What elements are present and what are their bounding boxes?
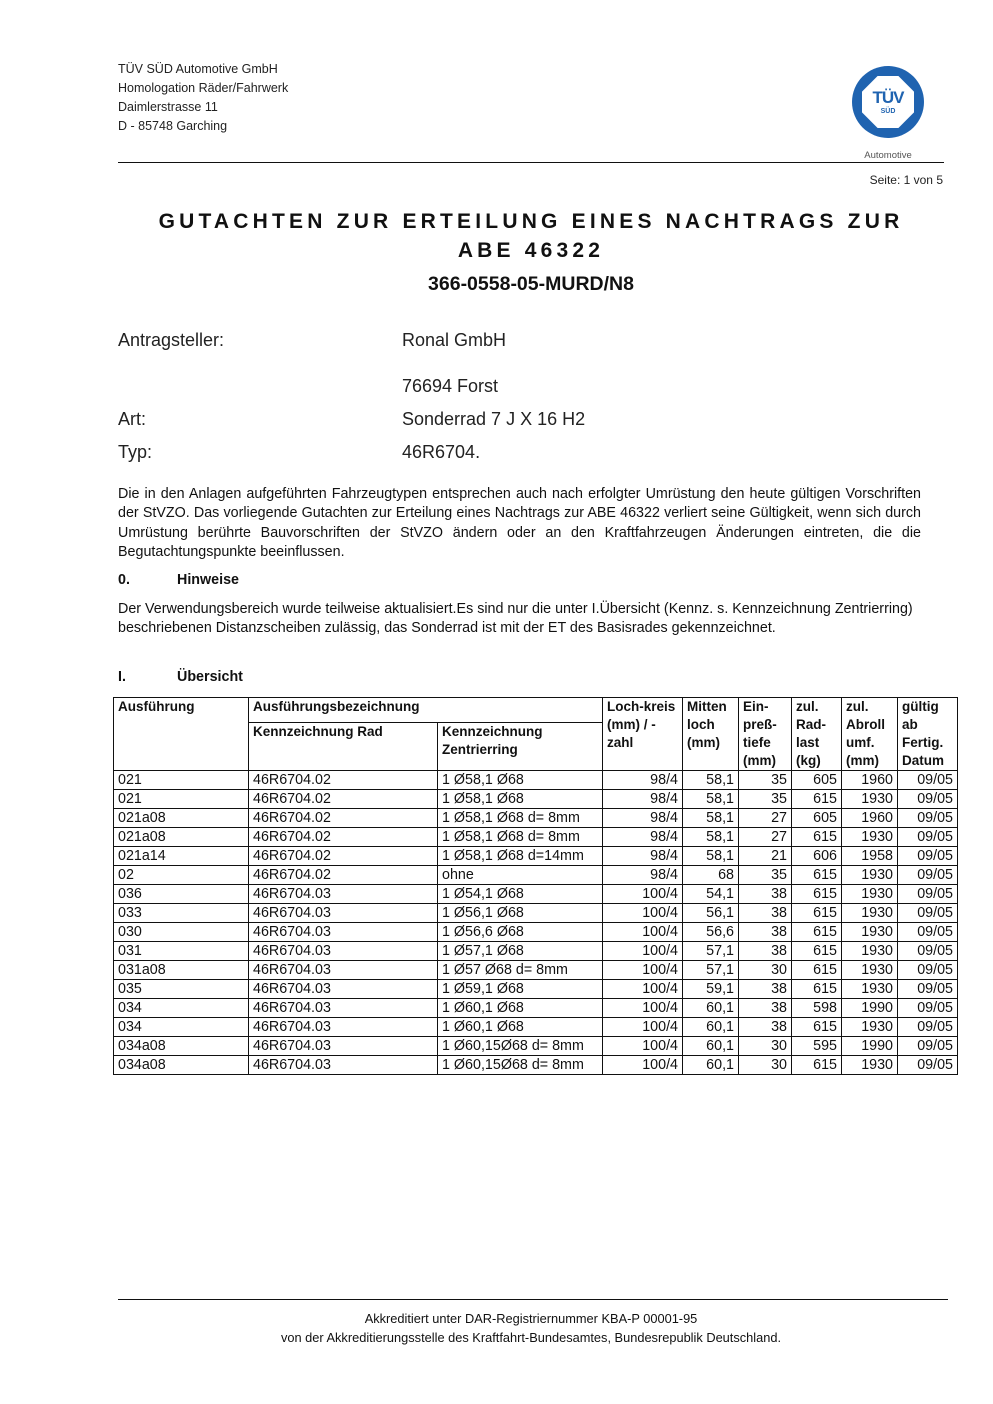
cell-radlast: 615 [792,1056,842,1075]
cell-gueltig-ab: 09/05 [898,904,958,923]
cell-ausfuehrung: 021a08 [114,809,249,828]
cell-kennzeichnung-zentrierring: 1 Ø60,15Ø68 d= 8mm [438,1056,603,1075]
cell-abrollumfang: 1930 [842,790,898,809]
cell-gueltig-ab: 09/05 [898,999,958,1018]
cell-kennzeichnung-zentrierring: 1 Ø58,1 Ø68 d=14mm [438,847,603,866]
cell-radlast: 615 [792,961,842,980]
cell-mittenloch: 58,1 [683,828,739,847]
cell-einpresstiefe: 38 [739,980,792,999]
col-kennzeichnung-zentrierring: Kennzeichnung Zentrierring [438,722,603,770]
section-1-title: Übersicht [177,669,243,685]
footer-divider [118,1299,948,1300]
footer [118,1309,944,1347]
cell-lochkreis: 98/4 [603,866,683,885]
cell-kennzeichnung-zentrierring: 1 Ø57 Ø68 d= 8mm [438,961,603,980]
cell-gueltig-ab: 09/05 [898,1037,958,1056]
cell-gueltig-ab: 09/05 [898,1056,958,1075]
section-0-title: Hinweise [177,572,239,588]
cell-lochkreis: 100/4 [603,904,683,923]
company-name: TÜV SÜD Automotive GmbH [118,62,278,76]
cell-radlast: 615 [792,980,842,999]
section-0-heading [118,572,239,588]
cell-mittenloch: 58,1 [683,771,739,790]
cell-kennzeichnung-rad: 46R6704.03 [249,885,438,904]
cell-abrollumfang: 1930 [842,904,898,923]
section-0-number: 0. [118,572,130,588]
cell-ausfuehrung: 021 [114,771,249,790]
letterhead-address [118,60,288,136]
cell-radlast: 615 [792,942,842,961]
cell-lochkreis: 100/4 [603,923,683,942]
cell-mittenloch: 57,1 [683,942,739,961]
cell-ausfuehrung: 034a08 [114,1037,249,1056]
cell-mittenloch: 68 [683,866,739,885]
cell-radlast: 615 [792,904,842,923]
col-bezeichnung: Ausführungsbezeichnung [249,698,603,723]
cell-lochkreis: 100/4 [603,980,683,999]
cell-gueltig-ab: 09/05 [898,828,958,847]
cell-kennzeichnung-rad: 46R6704.03 [249,942,438,961]
cell-ausfuehrung: 033 [114,904,249,923]
cell-abrollumfang: 1930 [842,923,898,942]
table-row [114,904,958,923]
cell-einpresstiefe: 38 [739,885,792,904]
cell-kennzeichnung-zentrierring: 1 Ø59,1 Ø68 [438,980,603,999]
cell-radlast: 615 [792,866,842,885]
cell-kennzeichnung-rad: 46R6704.02 [249,828,438,847]
cell-abrollumfang: 1930 [842,961,898,980]
cell-kennzeichnung-rad: 46R6704.03 [249,923,438,942]
typ-value: 46R6704. [402,442,481,462]
cell-mittenloch: 57,1 [683,961,739,980]
cell-einpresstiefe: 30 [739,961,792,980]
cell-radlast: 605 [792,771,842,790]
cell-einpresstiefe: 30 [739,1037,792,1056]
cell-einpresstiefe: 35 [739,771,792,790]
cell-radlast: 615 [792,790,842,809]
cell-einpresstiefe: 38 [739,923,792,942]
cell-lochkreis: 98/4 [603,809,683,828]
header-divider [118,162,944,163]
cell-kennzeichnung-zentrierring: 1 Ø57,1 Ø68 [438,942,603,961]
table-row [114,1018,958,1037]
section-0-text: Der Verwendungsbereich wurde teilweise aktualisiert.Es sind nur die unter I.Übersicht (Kennz. s. Kennzeichnung Zentrierring) beschriebenen Distanzscheiben zulässig, das Sonderrad ist mit der ET des Basisrades gekennzeichnet. [118,601,913,637]
logo-mark-text: TÜV [872,88,904,107]
document-title [118,207,944,265]
cell-gueltig-ab: 09/05 [898,923,958,942]
cell-abrollumfang: 1930 [842,885,898,904]
cell-kennzeichnung-rad: 46R6704.02 [249,866,438,885]
cell-mittenloch: 59,1 [683,980,739,999]
cell-einpresstiefe: 35 [739,866,792,885]
cell-ausfuehrung: 034 [114,999,249,1018]
cell-radlast: 606 [792,847,842,866]
cell-abrollumfang: 1930 [842,828,898,847]
title-line-1: GUTACHTEN ZUR ERTEILUNG EINES NACHTRAGS ZUR [158,210,904,233]
cell-lochkreis: 100/4 [603,1056,683,1075]
cell-abrollumfang: 1930 [842,942,898,961]
cell-kennzeichnung-zentrierring: ohne [438,866,603,885]
cell-gueltig-ab: 09/05 [898,885,958,904]
cell-kennzeichnung-zentrierring: 1 Ø60,15Ø68 d= 8mm [438,1037,603,1056]
cell-gueltig-ab: 09/05 [898,809,958,828]
table-row [114,771,958,790]
table-row [114,790,958,809]
page-indicator: Seite: 1 von 5 [869,173,943,187]
cell-einpresstiefe: 21 [739,847,792,866]
cell-kennzeichnung-rad: 46R6704.03 [249,904,438,923]
table-row [114,961,958,980]
cell-lochkreis: 100/4 [603,1037,683,1056]
cell-kennzeichnung-zentrierring: 1 Ø58,1 Ø68 [438,771,603,790]
cell-kennzeichnung-zentrierring: 1 Ø56,6 Ø68 [438,923,603,942]
cell-lochkreis: 98/4 [603,790,683,809]
document-number: 366-0558-05-MURD/N8 [428,273,634,295]
cell-kennzeichnung-rad: 46R6704.03 [249,1018,438,1037]
antragsteller-ort: 76694 Forst [402,376,499,396]
cell-radlast: 615 [792,828,842,847]
overview-table [113,697,958,1075]
cell-radlast: 615 [792,923,842,942]
cell-kennzeichnung-zentrierring: 1 Ø56,1 Ø68 [438,904,603,923]
col-mittenloch: Mitten loch (mm) [683,698,739,771]
title-line-2: ABE 46322 [457,239,605,262]
cell-mittenloch: 56,6 [683,923,739,942]
cell-abrollumfang: 1930 [842,1056,898,1075]
cell-mittenloch: 54,1 [683,885,739,904]
cell-gueltig-ab: 09/05 [898,980,958,999]
cell-ausfuehrung: 02 [114,866,249,885]
cell-lochkreis: 100/4 [603,999,683,1018]
department: Homologation Räder/Fahrwerk [118,81,289,95]
street: Daimlerstrasse 11 [118,100,218,114]
cell-kennzeichnung-rad: 46R6704.03 [249,999,438,1018]
col-ausfuehrung: Ausführung [114,698,249,771]
cell-abrollumfang: 1990 [842,999,898,1018]
cell-mittenloch: 58,1 [683,847,739,866]
section-1-number: I. [118,669,126,685]
city: D - 85748 Garching [118,119,228,133]
cell-lochkreis: 100/4 [603,885,683,904]
cell-ausfuehrung: 036 [114,885,249,904]
cell-einpresstiefe: 27 [739,809,792,828]
cell-radlast: 598 [792,999,842,1018]
cell-kennzeichnung-rad: 46R6704.02 [249,790,438,809]
table-row [114,999,958,1018]
cell-kennzeichnung-rad: 46R6704.02 [249,771,438,790]
cell-kennzeichnung-zentrierring: 1 Ø60,1 Ø68 [438,1018,603,1037]
cell-kennzeichnung-rad: 46R6704.03 [249,1037,438,1056]
cell-einpresstiefe: 38 [739,999,792,1018]
col-radlast: zul. Rad-last (kg) [792,698,842,771]
cell-einpresstiefe: 30 [739,1056,792,1075]
logo-sub-text: SÜD [880,108,896,115]
cell-gueltig-ab: 09/05 [898,790,958,809]
cell-lochkreis: 98/4 [603,771,683,790]
cell-einpresstiefe: 35 [739,790,792,809]
table-row [114,942,958,961]
cell-kennzeichnung-rad: 46R6704.02 [249,809,438,828]
cell-lochkreis: 98/4 [603,847,683,866]
cell-lochkreis: 100/4 [603,1018,683,1037]
footer-line-1: Akkreditiert unter DAR-Registriernummer KBA-P 00001-95 [364,1311,698,1326]
cell-kennzeichnung-zentrierring: 1 Ø58,1 Ø68 [438,790,603,809]
logo-caption: Automotive [864,150,912,161]
cell-radlast: 615 [792,1018,842,1037]
table-row [114,828,958,847]
table-row [114,847,958,866]
cell-einpresstiefe: 38 [739,904,792,923]
cell-abrollumfang: 1930 [842,980,898,999]
cell-lochkreis: 100/4 [603,961,683,980]
cell-mittenloch: 58,1 [683,809,739,828]
col-abrollumfang: zul. Abroll umf. (mm) [842,698,898,771]
table-row [114,923,958,942]
cell-ausfuehrung: 031a08 [114,961,249,980]
antragsteller-label: Antragsteller: [118,330,225,350]
cell-kennzeichnung-zentrierring: 1 Ø54,1 Ø68 [438,885,603,904]
cell-lochkreis: 100/4 [603,942,683,961]
cell-mittenloch: 60,1 [683,1037,739,1056]
cell-abrollumfang: 1960 [842,809,898,828]
cell-ausfuehrung: 035 [114,980,249,999]
cell-gueltig-ab: 09/05 [898,1018,958,1037]
typ-label: Typ: [118,442,153,462]
cell-kennzeichnung-rad: 46R6704.02 [249,847,438,866]
table-row [114,1056,958,1075]
table-row [114,809,958,828]
cell-gueltig-ab: 09/05 [898,847,958,866]
cell-mittenloch: 60,1 [683,999,739,1018]
table-row [114,885,958,904]
cell-abrollumfang: 1960 [842,771,898,790]
cell-kennzeichnung-rad: 46R6704.03 [249,961,438,980]
cell-ausfuehrung: 034a08 [114,1056,249,1075]
cell-ausfuehrung: 031 [114,942,249,961]
table-row [114,1037,958,1056]
cell-mittenloch: 60,1 [683,1056,739,1075]
cell-radlast: 615 [792,885,842,904]
cell-kennzeichnung-zentrierring: 1 Ø60,1 Ø68 [438,999,603,1018]
cell-kennzeichnung-rad: 46R6704.03 [249,980,438,999]
cell-gueltig-ab: 09/05 [898,771,958,790]
cell-abrollumfang: 1958 [842,847,898,866]
cell-einpresstiefe: 27 [739,828,792,847]
cell-kennzeichnung-zentrierring: 1 Ø58,1 Ø68 d= 8mm [438,828,603,847]
cell-lochkreis: 98/4 [603,828,683,847]
cell-ausfuehrung: 030 [114,923,249,942]
cell-abrollumfang: 1930 [842,1018,898,1037]
cell-gueltig-ab: 09/05 [898,961,958,980]
cell-ausfuehrung: 021a14 [114,847,249,866]
cell-mittenloch: 58,1 [683,790,739,809]
cell-gueltig-ab: 09/05 [898,866,958,885]
tuv-sud-logo [848,66,928,166]
cell-radlast: 605 [792,809,842,828]
intro-paragraph: Die in den Anlagen aufgeführten Fahrzeugtypen entsprechen auch nach erfolgter Umrüstung den heute gültigen Vorschriften der StVZO. Das vorliegende Gutachten zur Erteilung eines Nachtrags zur ABE 46322 verliert seine Gültigkeit, wenn sich durch Umrüstung berührte Bauvorschriften der StVZO ändern oder an den Kraftfahrzeugen Änderungen eintreten, die die Begutachtungspunkte beeinflussen. [118,486,921,560]
cell-mittenloch: 56,1 [683,904,739,923]
art-label: Art: [118,409,147,429]
cell-kennzeichnung-rad: 46R6704.03 [249,1056,438,1075]
antragsteller-value: Ronal GmbH [402,330,507,350]
col-lochkreis: Loch-kreis (mm) / -zahl [603,698,683,771]
cell-einpresstiefe: 38 [739,1018,792,1037]
table-row [114,980,958,999]
table-row [114,866,958,885]
cell-gueltig-ab: 09/05 [898,942,958,961]
cell-abrollumfang: 1930 [842,866,898,885]
table-body [114,771,958,1075]
col-kennzeichnung-rad: Kennzeichnung Rad [249,722,438,770]
cell-einpresstiefe: 38 [739,942,792,961]
art-value: Sonderrad 7 J X 16 H2 [402,409,586,429]
cell-ausfuehrung: 021a08 [114,828,249,847]
footer-line-2: von der Akkreditierungsstelle des Kraftfahrt-Bundesamtes, Bundesrepublik Deutschland. [280,1330,782,1345]
col-einpresstiefe: Ein-preß-tiefe (mm) [739,698,792,771]
cell-mittenloch: 60,1 [683,1018,739,1037]
cell-ausfuehrung: 021 [114,790,249,809]
cell-ausfuehrung: 034 [114,1018,249,1037]
col-gueltig-ab: gültig ab Fertig. Datum [898,698,958,771]
cell-kennzeichnung-zentrierring: 1 Ø58,1 Ø68 d= 8mm [438,809,603,828]
cell-abrollumfang: 1990 [842,1037,898,1056]
cell-radlast: 595 [792,1037,842,1056]
section-1-heading [118,669,243,685]
